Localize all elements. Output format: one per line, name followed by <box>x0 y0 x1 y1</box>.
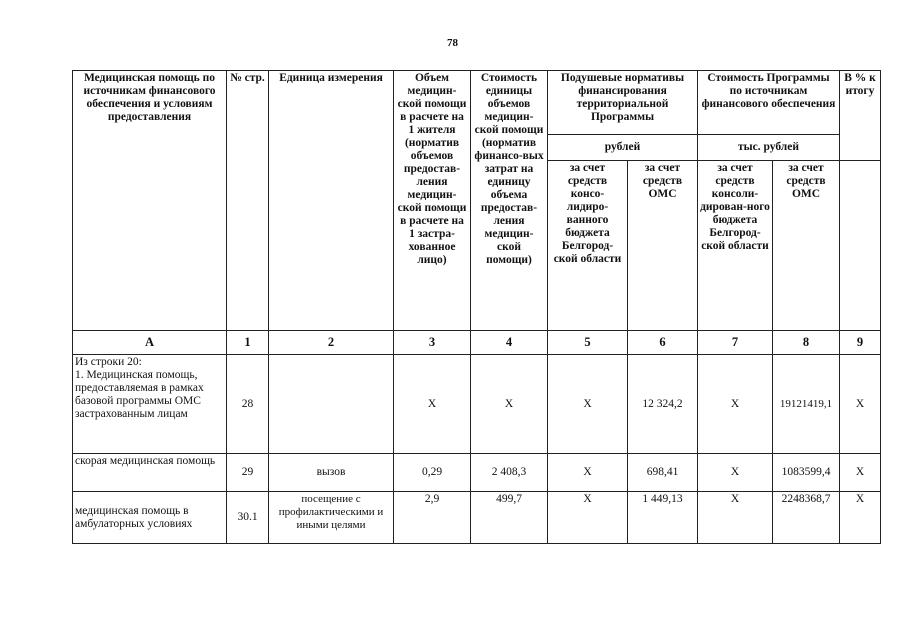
header-oms-total: за счет средств ОМС <box>773 161 840 331</box>
table-row <box>73 454 881 492</box>
row-volume: 2,9 <box>394 492 471 544</box>
index-cell: 1 <box>227 331 269 355</box>
row-unit-cost: Х <box>471 355 548 454</box>
row-percent: Х <box>840 454 881 492</box>
index-cell: 5 <box>548 331 628 355</box>
header-volume: Объем медицин-ской помощи в расчете на 1 жителя (норматив объемов предостав-ления медицин-ской помощи в расчете на 1 застра-хованное лицо) <box>394 71 471 331</box>
row-percent: Х <box>840 492 881 544</box>
row-name: медицинская помощь в амбулаторных условиях <box>73 492 227 544</box>
header-program-cost-group: Стоимость Программы по источникам финансового обеспечения <box>698 71 840 135</box>
row-name: Из строки 20: 1. Медицинская помощь, предоставляемая в рамках базовой программы ОМС застрахованным лицам <box>73 355 227 454</box>
header-unit-cost: Стоимость единицы объемов медицин-ской помощи (норматив финансо-вых затрат на единицу объема предостав-ления медицин-ской помощи) <box>471 71 548 331</box>
row-oms-total: 2248368,7 <box>773 492 840 544</box>
row-oms-total: 1083599,4 <box>773 454 840 492</box>
index-cell: 8 <box>773 331 840 355</box>
financing-table <box>72 70 881 544</box>
header-line-number: № стр. <box>227 71 269 331</box>
row-unit-cost: 499,7 <box>471 492 548 544</box>
table-row <box>73 355 881 454</box>
table-row <box>73 492 881 544</box>
header-per-capita-unit: рублей <box>548 135 698 161</box>
row-line: 28 <box>227 355 269 454</box>
index-cell: 2 <box>269 331 394 355</box>
header-oms-per-capita: за счет средств ОМС <box>628 161 698 331</box>
index-cell: 6 <box>628 331 698 355</box>
header-per-capita-group: Подушевые нормативы финансирования территориальной Программы <box>548 71 698 135</box>
row-unit: посещение с профилактическими и иными целями <box>269 492 394 544</box>
header-unit: Единица измерения <box>269 71 394 331</box>
row-budget-per-capita: Х <box>548 454 628 492</box>
index-cell: 9 <box>840 331 881 355</box>
index-cell: А <box>73 331 227 355</box>
row-oms-per-capita: 1 449,13 <box>628 492 698 544</box>
row-oms-total: 19121419,1 <box>773 355 840 454</box>
row-volume: 0,29 <box>394 454 471 492</box>
row-budget-per-capita: Х <box>548 355 628 454</box>
header-program-cost-unit: тыс. рублей <box>698 135 840 161</box>
row-budget-total: Х <box>698 355 773 454</box>
row-budget-total: Х <box>698 492 773 544</box>
header-budget-per-capita: за счет средств консо-лидиро-ванного бюджета Белгород-ской области <box>548 161 628 331</box>
row-oms-per-capita: 698,41 <box>628 454 698 492</box>
column-index-row <box>73 331 881 355</box>
header-percent-blank <box>840 161 881 331</box>
row-percent: Х <box>840 355 881 454</box>
row-unit-cost: 2 408,3 <box>471 454 548 492</box>
row-name: скорая медицинская помощь <box>73 454 227 492</box>
header-budget-total: за счет средств консоли-дирован-ного бюджета Белгород-ской области <box>698 161 773 331</box>
index-cell: 3 <box>394 331 471 355</box>
row-volume: Х <box>394 355 471 454</box>
row-budget-total: Х <box>698 454 773 492</box>
index-cell: 7 <box>698 331 773 355</box>
row-unit: вызов <box>269 454 394 492</box>
row-line: 29 <box>227 454 269 492</box>
header-medical-care: Медицинская помощь по источникам финансового обеспечения и условиям предоставления <box>73 71 227 331</box>
index-cell: 4 <box>471 331 548 355</box>
row-line: 30.1 <box>227 492 269 544</box>
row-budget-per-capita: Х <box>548 492 628 544</box>
row-unit <box>269 355 394 454</box>
header-percent: В % к итогу <box>840 71 881 161</box>
page-number: 78 <box>447 37 458 49</box>
row-oms-per-capita: 12 324,2 <box>628 355 698 454</box>
